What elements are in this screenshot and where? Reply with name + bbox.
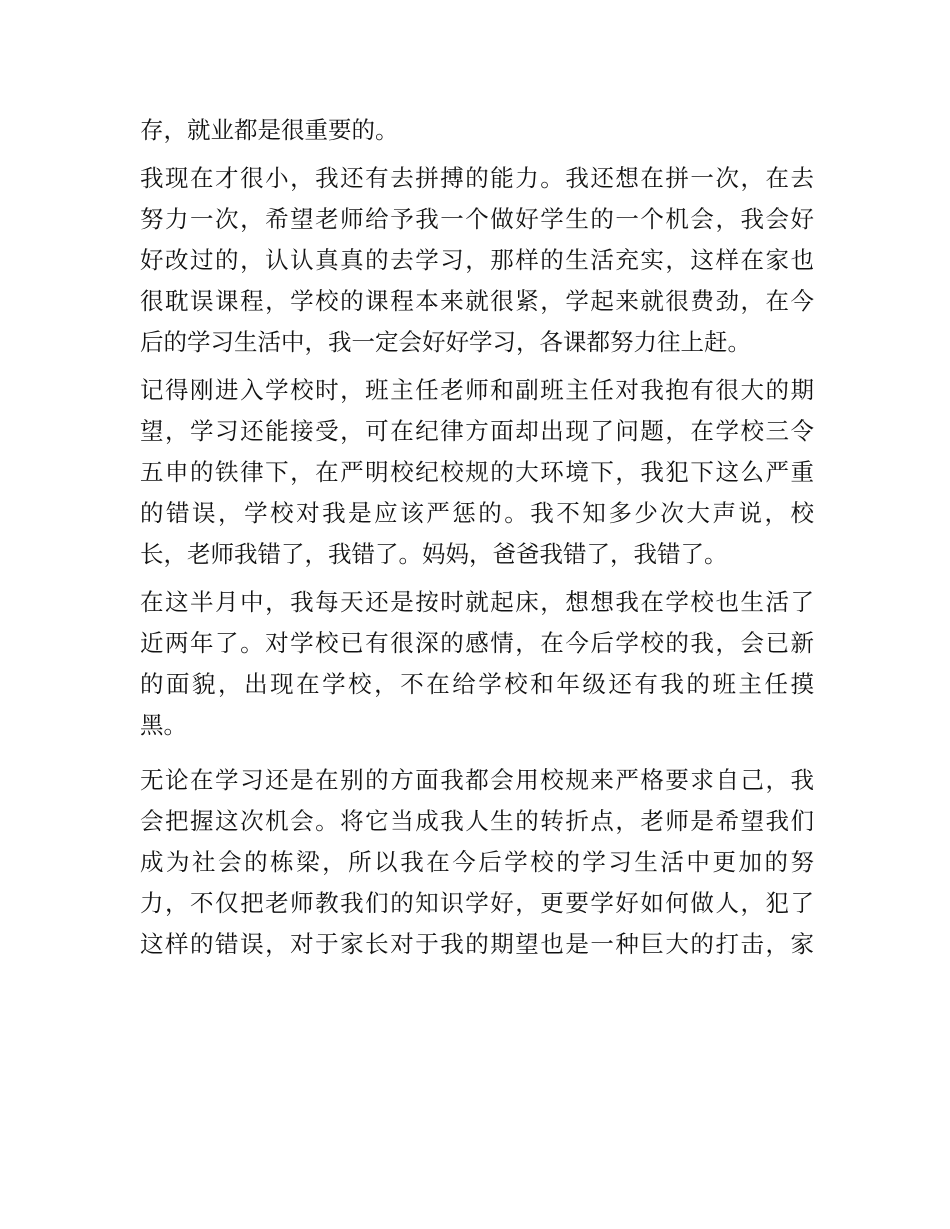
text-line: 近两年了。对学校已有很深的感情，在今后学校的我，会已新 bbox=[140, 629, 814, 657]
text-line: 好改过的，认认真真的去学习，那样的生活充实，这样在家也 bbox=[140, 246, 814, 274]
text-line: 黑。 bbox=[140, 711, 187, 739]
text-line: 后的学习生活中，我一定会好好学习，各课都努力往上赶。 bbox=[140, 328, 751, 356]
paragraph-5 bbox=[140, 760, 814, 965]
text-line: 在这半月中，我每天还是按时就起床，想想我在学校也生活了 bbox=[140, 588, 814, 616]
text-line: 望，学习还能接受，可在纪律方面却出现了问题，在学校三令 bbox=[140, 417, 814, 445]
text-line: 我现在才很小，我还有去拼搏的能力。我还想在拼一次，在去 bbox=[140, 164, 814, 192]
paragraph-spacer bbox=[140, 746, 814, 760]
text-line: 努力一次，希望老师给予我一个做好学生的一个机会，我会好 bbox=[140, 205, 814, 233]
text-line: 记得刚进入学校时，班主任老师和副班主任对我抱有很大的期 bbox=[140, 376, 814, 404]
paragraph-spacer bbox=[140, 363, 814, 370]
text-line: 五申的铁律下，在严明校纪校规的大环境下，我犯下这么严重 bbox=[140, 458, 814, 486]
paragraph-spacer bbox=[140, 151, 814, 158]
document-body bbox=[140, 110, 814, 965]
text-line: 无论在学习还是在别的方面我都会用校规来严格要求自己，我 bbox=[140, 766, 814, 794]
paragraph-2 bbox=[140, 158, 814, 363]
text-line: 会把握这次机会。将它当成我人生的转折点，老师是希望我们 bbox=[140, 807, 814, 835]
text-line: 力，不仅把老师教我们的知识学好，更要学好如何做人，犯了 bbox=[140, 889, 814, 917]
text-line: 存，就业都是很重要的。 bbox=[140, 116, 399, 144]
text-line: 的错误，学校对我是应该严惩的。我不知多少次大声说，校 bbox=[140, 499, 814, 527]
paragraph-1 bbox=[140, 110, 814, 151]
text-line: 的面貌，出现在学校，不在给学校和年级还有我的班主任摸 bbox=[140, 670, 814, 698]
text-line: 这样的错误，对于家长对于我的期望也是一种巨大的打击，家 bbox=[140, 930, 814, 958]
paragraph-4 bbox=[140, 582, 814, 746]
text-line: 很耽误课程，学校的课程本来就很紧，学起来就很费劲，在今 bbox=[140, 287, 814, 315]
paragraph-3 bbox=[140, 370, 814, 575]
text-line: 成为社会的栋梁，所以我在今后学校的学习生活中更加的努 bbox=[140, 848, 814, 876]
text-line: 长，老师我错了，我错了。妈妈，爸爸我错了，我错了。 bbox=[140, 540, 728, 568]
paragraph-spacer bbox=[140, 575, 814, 582]
